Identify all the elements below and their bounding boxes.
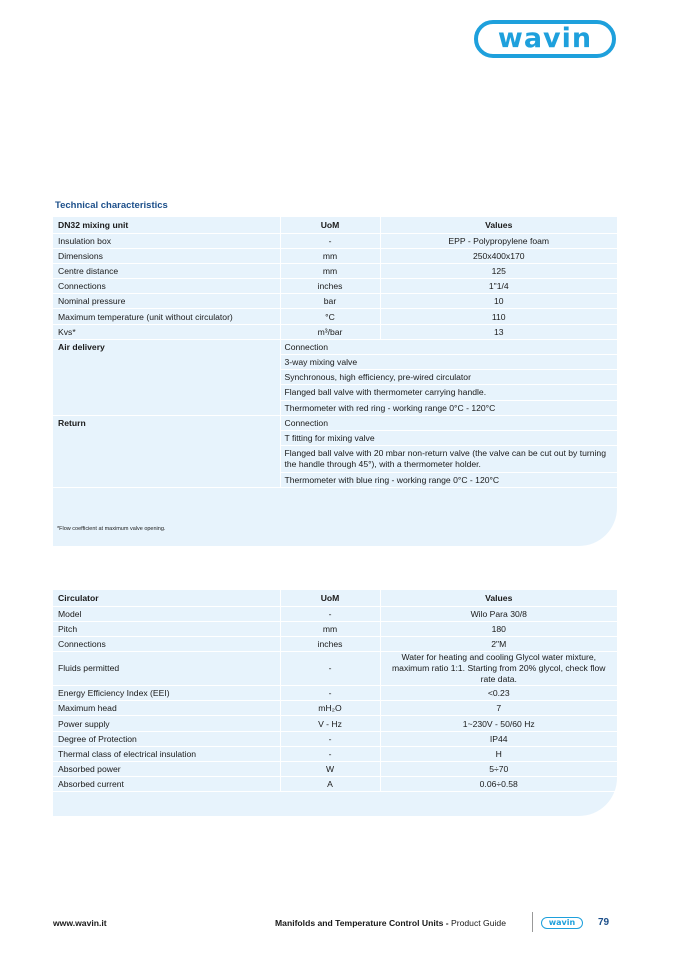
column-header: Values <box>380 217 617 233</box>
row-uom: inches <box>280 636 380 651</box>
row-uom: - <box>280 233 380 248</box>
row-value: 1"1/4 <box>380 279 617 294</box>
row-value: <0.23 <box>380 686 617 701</box>
wavin-logo: wavin <box>474 20 616 58</box>
group-item: Synchronous, high efficiency, pre-wired circulator <box>280 370 617 385</box>
table-row <box>53 263 617 278</box>
table-header-row <box>53 217 617 233</box>
table-row <box>53 606 617 621</box>
row-label: Absorbed power <box>53 762 280 777</box>
row-label: Centre distance <box>53 263 280 278</box>
row-uom: °C <box>280 309 380 324</box>
page-number: 79 <box>598 917 610 928</box>
row-value: IP44 <box>380 731 617 746</box>
mixing-unit-table-panel <box>53 217 617 546</box>
row-value: EPP - Polypropylene foam <box>380 233 617 248</box>
table-row <box>53 686 617 701</box>
footer-wavin-logo: wavin <box>541 917 583 929</box>
row-uom: m³/bar <box>280 324 380 339</box>
row-label: Nominal pressure <box>53 294 280 309</box>
row-value: H <box>380 746 617 761</box>
table-row <box>53 324 617 339</box>
row-value: 7 <box>380 701 617 716</box>
mixing-unit-table <box>53 217 617 488</box>
row-value: 13 <box>380 324 617 339</box>
footnote: *Flow coefficient at maximum valve opening. <box>57 526 166 532</box>
group-item: 3-way mixing valve <box>280 355 617 370</box>
table-row <box>53 652 617 686</box>
table-row <box>53 762 617 777</box>
row-value: 5÷70 <box>380 762 617 777</box>
column-header: DN32 mixing unit <box>53 217 280 233</box>
table-row <box>53 731 617 746</box>
row-value: 10 <box>380 294 617 309</box>
row-uom: bar <box>280 294 380 309</box>
group-item: Thermometer with blue ring - working range 0°C - 120°C <box>280 473 617 488</box>
row-label: Absorbed current <box>53 777 280 792</box>
guide-title-bold: Manifolds and Temperature Control Units - <box>275 918 452 928</box>
row-label: Fluids permitted <box>53 652 280 686</box>
row-uom: - <box>280 606 380 621</box>
row-label: Pitch <box>53 621 280 636</box>
row-label: Kvs* <box>53 324 280 339</box>
row-uom: inches <box>280 279 380 294</box>
row-uom: mm <box>280 248 380 263</box>
row-value: Water for heating and cooling Glycol water mixture, maximum ratio 1:1. Starting from 20% glycol, check flow rate data. <box>380 652 617 686</box>
column-header: Values <box>380 590 617 606</box>
row-uom: mH₂O <box>280 701 380 716</box>
table-row <box>53 339 617 354</box>
row-label: Model <box>53 606 280 621</box>
group-item: Flanged ball valve with 20 mbar non-return valve (the valve can be cut out by turning the handle through 45°), with a thermometer holder. <box>280 446 617 473</box>
guide-title-normal: Product Guide <box>451 918 506 928</box>
table-header-row <box>53 590 617 606</box>
table-row <box>53 279 617 294</box>
row-value: 125 <box>380 263 617 278</box>
row-uom: - <box>280 686 380 701</box>
row-label: Maximum head <box>53 701 280 716</box>
column-header: UoM <box>280 590 380 606</box>
column-header: UoM <box>280 217 380 233</box>
row-label: Insulation box <box>53 233 280 248</box>
group-item: Connection <box>280 415 617 430</box>
group-label: Return <box>53 415 280 488</box>
table-row <box>53 716 617 731</box>
table-row <box>53 636 617 651</box>
row-label: Power supply <box>53 716 280 731</box>
row-value: 2"M <box>380 636 617 651</box>
row-uom: W <box>280 762 380 777</box>
footer-url[interactable]: www.wavin.it <box>53 918 107 928</box>
table-row <box>53 621 617 636</box>
row-label: Energy Efficiency Index (EEI) <box>53 686 280 701</box>
circulator-table-panel <box>53 590 617 816</box>
row-label: Maximum temperature (unit without circulator) <box>53 309 280 324</box>
row-value: 250x400x170 <box>380 248 617 263</box>
row-label: Connections <box>53 636 280 651</box>
row-value: 110 <box>380 309 617 324</box>
row-label: Thermal class of electrical insulation <box>53 746 280 761</box>
row-label: Connections <box>53 279 280 294</box>
row-value: Wilo Para 30/8 <box>380 606 617 621</box>
row-uom: - <box>280 652 380 686</box>
table-row <box>53 233 617 248</box>
group-item: Connection <box>280 339 617 354</box>
row-uom: - <box>280 731 380 746</box>
table-row <box>53 777 617 792</box>
row-uom: A <box>280 777 380 792</box>
table-row <box>53 701 617 716</box>
table-row <box>53 248 617 263</box>
row-uom: - <box>280 746 380 761</box>
table-row <box>53 294 617 309</box>
group-item: T fitting for mixing valve <box>280 430 617 445</box>
row-uom: mm <box>280 621 380 636</box>
row-label: Degree of Protection <box>53 731 280 746</box>
row-value: 0.06÷0.58 <box>380 777 617 792</box>
group-label: Air delivery <box>53 339 280 415</box>
row-uom: V - Hz <box>280 716 380 731</box>
table-row <box>53 309 617 324</box>
footer-divider <box>532 912 533 932</box>
row-value: 1~230V - 50/60 Hz <box>380 716 617 731</box>
footer-guide-title <box>275 918 506 928</box>
group-item: Flanged ball valve with thermometer carrying handle. <box>280 385 617 400</box>
table-row <box>53 415 617 430</box>
group-item: Thermometer with red ring - working range 0°C - 120°C <box>280 400 617 415</box>
table-row <box>53 746 617 761</box>
row-uom: mm <box>280 263 380 278</box>
section-title: Technical characteristics <box>55 200 168 211</box>
row-label: Dimensions <box>53 248 280 263</box>
circulator-table <box>53 590 617 792</box>
column-header: Circulator <box>53 590 280 606</box>
row-value: 180 <box>380 621 617 636</box>
